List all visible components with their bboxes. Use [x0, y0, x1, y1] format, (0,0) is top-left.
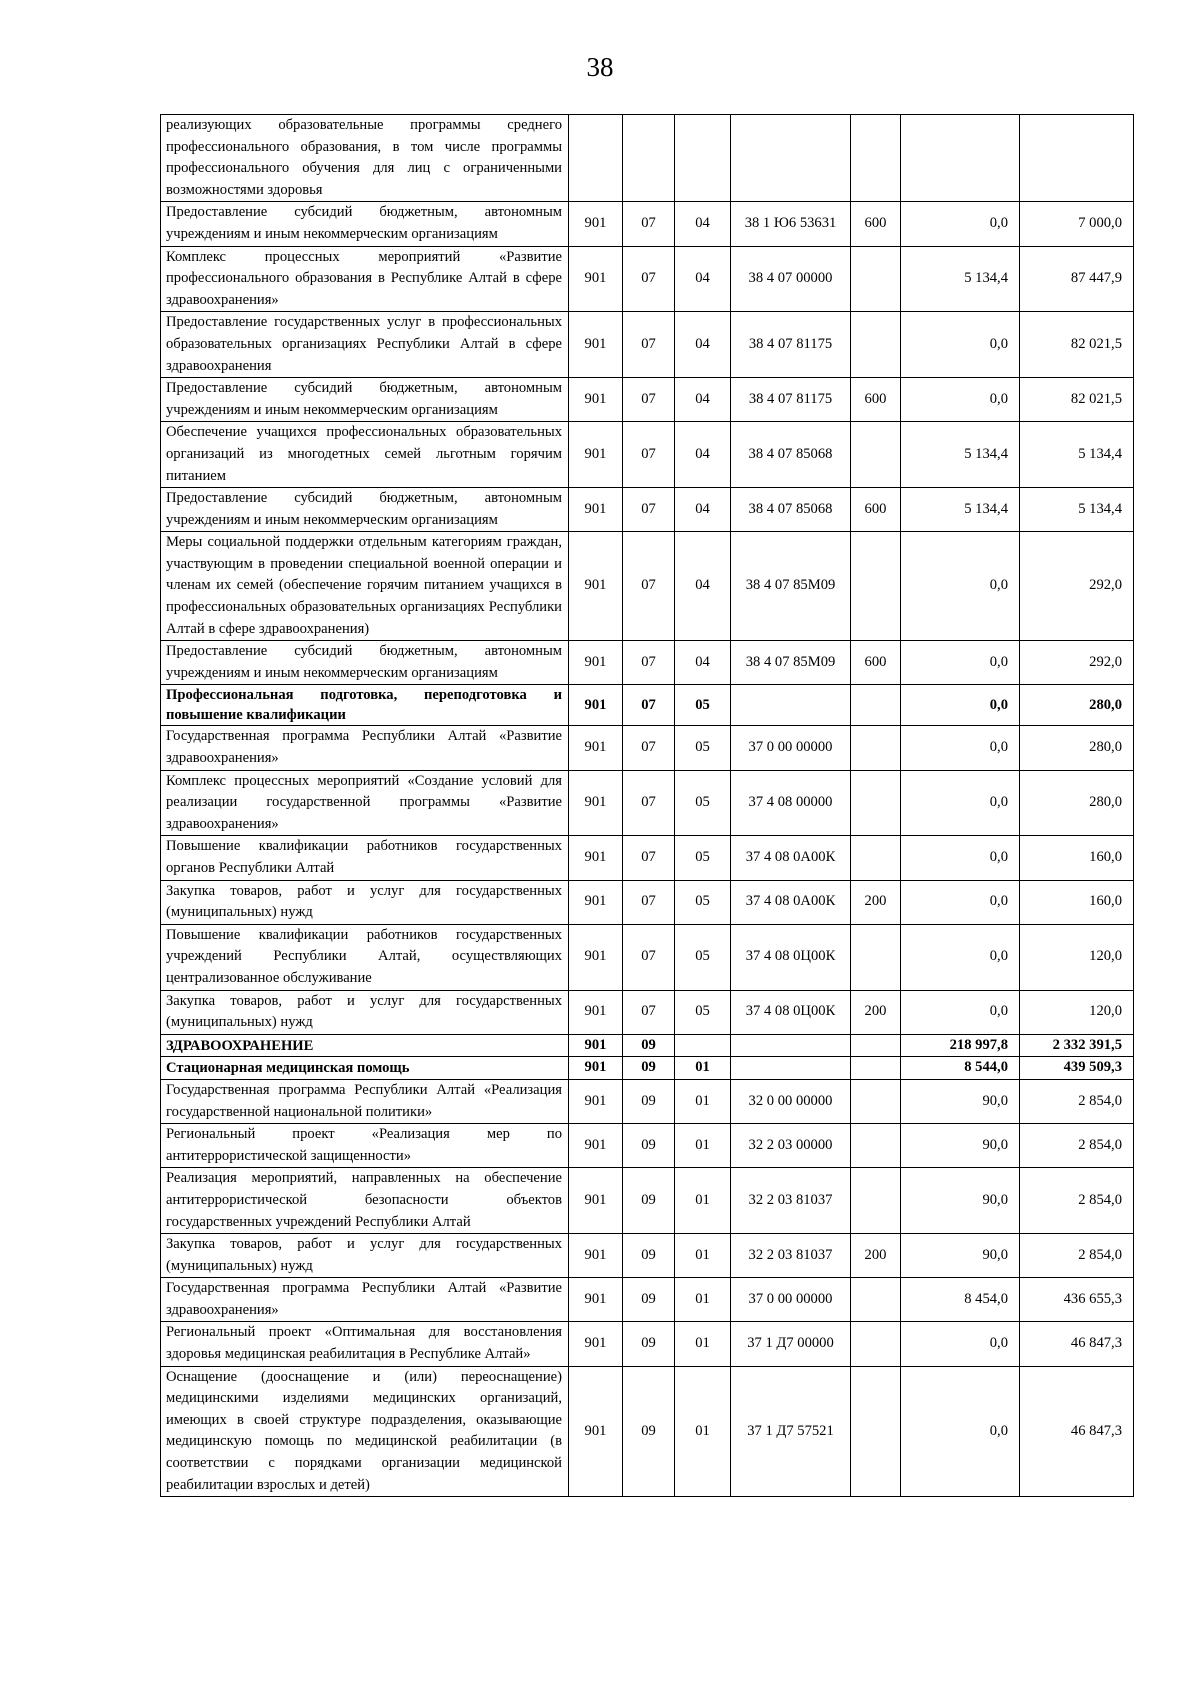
cell-amount-1: 0,0 [901, 641, 1020, 685]
cell-target-article: 32 0 00 00000 [731, 1079, 851, 1123]
cell-amount-1: 0,0 [901, 202, 1020, 246]
cell-section: 07 [623, 726, 675, 770]
cell-admin-code: 901 [569, 202, 623, 246]
cell-amount-2: 120,0 [1020, 924, 1134, 990]
cell-admin-code: 901 [569, 1278, 623, 1322]
cell-amount-1: 90,0 [901, 1079, 1020, 1123]
cell-amount-2: 436 655,3 [1020, 1278, 1134, 1322]
cell-expense-type [851, 532, 901, 641]
cell-name: Предоставление субсидий бюджетным, автономным учреждениям и иным некоммерческим организациям [161, 641, 569, 685]
cell-subsection: 01 [675, 1366, 731, 1497]
cell-amount-2: 160,0 [1020, 836, 1134, 880]
table-row [161, 1057, 1134, 1080]
cell-subsection: 05 [675, 880, 731, 924]
cell-target-article: 37 1 Д7 00000 [731, 1322, 851, 1366]
cell-subsection: 01 [675, 1079, 731, 1123]
table-row [161, 880, 1134, 924]
cell-name: Комплекс процессных мероприятий «Развитие профессионального образования в Республике Алтай в сфере здравоохранения» [161, 246, 569, 312]
cell-admin-code: 901 [569, 422, 623, 488]
table-row [161, 726, 1134, 770]
table-row [161, 770, 1134, 836]
table-row [161, 685, 1134, 726]
cell-target-article: 37 0 00 00000 [731, 1278, 851, 1322]
cell-expense-type: 600 [851, 488, 901, 532]
cell-amount-1: 0,0 [901, 312, 1020, 378]
cell-name: Стационарная медицинская помощь [161, 1057, 569, 1080]
cell-admin-code: 901 [569, 726, 623, 770]
cell-admin-code: 901 [569, 1079, 623, 1123]
cell-amount-1: 8 544,0 [901, 1057, 1020, 1080]
cell-section: 09 [623, 1278, 675, 1322]
cell-target-article: 38 4 07 85068 [731, 422, 851, 488]
cell-target-article: 37 4 08 00000 [731, 770, 851, 836]
cell-amount-2: 82 021,5 [1020, 378, 1134, 422]
cell-name: Обеспечение учащихся профессиональных образовательных организаций из многодетных семей льготным горячим питанием [161, 422, 569, 488]
cell-admin-code: 901 [569, 836, 623, 880]
cell-target-article: 38 4 07 81175 [731, 312, 851, 378]
cell-amount-2: 2 854,0 [1020, 1079, 1134, 1123]
cell-amount-1: 90,0 [901, 1124, 1020, 1168]
cell-amount-1 [901, 115, 1020, 202]
cell-admin-code: 901 [569, 880, 623, 924]
cell-amount-2: 160,0 [1020, 880, 1134, 924]
cell-expense-type [851, 726, 901, 770]
cell-subsection: 04 [675, 488, 731, 532]
cell-amount-1: 218 997,8 [901, 1034, 1020, 1057]
cell-expense-type [851, 685, 901, 726]
table-row [161, 488, 1134, 532]
cell-expense-type [851, 1079, 901, 1123]
cell-admin-code: 901 [569, 1366, 623, 1497]
table-row [161, 1034, 1134, 1057]
cell-name: реализующих образовательные программы среднего профессионального образования, в том числе программы профессионального обучения для лиц с ограниченными возможностями здоровья [161, 115, 569, 202]
cell-section: 09 [623, 1034, 675, 1057]
cell-amount-1: 0,0 [901, 1322, 1020, 1366]
cell-target-article: 37 0 00 00000 [731, 726, 851, 770]
cell-section: 07 [623, 422, 675, 488]
cell-target-article [731, 1057, 851, 1080]
cell-name: Закупка товаров, работ и услуг для государственных (муниципальных) нужд [161, 880, 569, 924]
cell-target-article: 37 4 08 0А00К [731, 880, 851, 924]
cell-target-article: 37 4 08 0А00К [731, 836, 851, 880]
cell-section: 09 [623, 1079, 675, 1123]
cell-amount-2: 7 000,0 [1020, 202, 1134, 246]
cell-subsection: 01 [675, 1234, 731, 1278]
cell-expense-type [851, 115, 901, 202]
cell-amount-2: 46 847,3 [1020, 1322, 1134, 1366]
cell-target-article: 38 4 07 00000 [731, 246, 851, 312]
cell-amount-2: 2 854,0 [1020, 1234, 1134, 1278]
cell-target-article: 37 4 08 0Ц00К [731, 990, 851, 1034]
table-row [161, 246, 1134, 312]
cell-admin-code: 901 [569, 924, 623, 990]
cell-admin-code: 901 [569, 1322, 623, 1366]
budget-table [160, 114, 1134, 1497]
table-row [161, 202, 1134, 246]
cell-section: 07 [623, 532, 675, 641]
table-row [161, 641, 1134, 685]
cell-amount-2: 292,0 [1020, 532, 1134, 641]
cell-subsection: 04 [675, 202, 731, 246]
cell-expense-type [851, 312, 901, 378]
cell-section: 07 [623, 770, 675, 836]
cell-subsection: 04 [675, 378, 731, 422]
cell-expense-type: 200 [851, 1234, 901, 1278]
cell-expense-type: 600 [851, 202, 901, 246]
cell-amount-1: 0,0 [901, 836, 1020, 880]
cell-amount-2: 120,0 [1020, 990, 1134, 1034]
table-row [161, 1079, 1134, 1123]
cell-section: 09 [623, 1057, 675, 1080]
page-number: 38 [586, 52, 614, 82]
cell-amount-2: 2 332 391,5 [1020, 1034, 1134, 1057]
cell-expense-type: 200 [851, 990, 901, 1034]
cell-expense-type: 600 [851, 641, 901, 685]
cell-name: Оснащение (дооснащение и (или) переоснащение) медицинскими изделиями медицинских организаций, имеющих в своей структуре подразделения, оказывающие медицинскую помощь по медицинской реабилитации (в соответствии с порядками организации медицинской реабилитации взрослых и детей) [161, 1366, 569, 1497]
cell-expense-type [851, 924, 901, 990]
table-row [161, 532, 1134, 641]
cell-section: 07 [623, 202, 675, 246]
cell-name: Предоставление субсидий бюджетным, автономным учреждениям и иным некоммерческим организациям [161, 488, 569, 532]
cell-name: Профессиональная подготовка, переподготовка и повышение квалификации [161, 685, 569, 726]
cell-amount-2: 280,0 [1020, 770, 1134, 836]
cell-expense-type [851, 1322, 901, 1366]
cell-section: 07 [623, 312, 675, 378]
cell-name: Закупка товаров, работ и услуг для государственных (муниципальных) нужд [161, 990, 569, 1034]
table-row [161, 1234, 1134, 1278]
cell-name: Предоставление субсидий бюджетным, автономным учреждениям и иным некоммерческим организациям [161, 202, 569, 246]
table-row [161, 924, 1134, 990]
cell-amount-2: 292,0 [1020, 641, 1134, 685]
cell-amount-2: 87 447,9 [1020, 246, 1134, 312]
cell-name: Повышение квалификации работников государственных органов Республики Алтай [161, 836, 569, 880]
cell-section: 09 [623, 1168, 675, 1234]
cell-expense-type [851, 1278, 901, 1322]
cell-target-article [731, 115, 851, 202]
table-row [161, 1366, 1134, 1497]
cell-admin-code: 901 [569, 378, 623, 422]
cell-section [623, 115, 675, 202]
cell-amount-1: 0,0 [901, 880, 1020, 924]
cell-amount-2: 2 854,0 [1020, 1168, 1134, 1234]
cell-amount-2: 5 134,4 [1020, 488, 1134, 532]
cell-target-article: 38 1 Ю6 53631 [731, 202, 851, 246]
cell-admin-code: 901 [569, 1124, 623, 1168]
table-row [161, 990, 1134, 1034]
cell-expense-type: 200 [851, 880, 901, 924]
cell-subsection: 05 [675, 990, 731, 1034]
cell-section: 07 [623, 246, 675, 312]
cell-name: ЗДРАВООХРАНЕНИЕ [161, 1034, 569, 1057]
cell-admin-code: 901 [569, 685, 623, 726]
cell-admin-code: 901 [569, 1168, 623, 1234]
cell-subsection: 05 [675, 770, 731, 836]
table-row [161, 422, 1134, 488]
cell-admin-code: 901 [569, 312, 623, 378]
cell-target-article: 38 4 07 81175 [731, 378, 851, 422]
cell-amount-1: 0,0 [901, 378, 1020, 422]
cell-subsection: 01 [675, 1322, 731, 1366]
cell-name: Государственная программа Республики Алтай «Развитие здравоохранения» [161, 726, 569, 770]
cell-amount-2: 2 854,0 [1020, 1124, 1134, 1168]
cell-admin-code: 901 [569, 246, 623, 312]
cell-amount-2 [1020, 115, 1134, 202]
cell-amount-1: 90,0 [901, 1234, 1020, 1278]
cell-target-article: 38 4 07 85068 [731, 488, 851, 532]
cell-subsection [675, 1034, 731, 1057]
cell-subsection: 01 [675, 1168, 731, 1234]
cell-expense-type: 600 [851, 378, 901, 422]
cell-subsection: 05 [675, 685, 731, 726]
cell-subsection: 04 [675, 422, 731, 488]
cell-name: Региональный проект «Реализация мер по антитеррористической защищенности» [161, 1124, 569, 1168]
cell-name: Государственная программа Республики Алтай «Развитие здравоохранения» [161, 1278, 569, 1322]
cell-section: 07 [623, 488, 675, 532]
cell-subsection: 04 [675, 312, 731, 378]
cell-amount-1: 5 134,4 [901, 488, 1020, 532]
cell-admin-code: 901 [569, 770, 623, 836]
table-row [161, 312, 1134, 378]
cell-section: 09 [623, 1124, 675, 1168]
cell-expense-type [851, 1034, 901, 1057]
cell-section: 07 [623, 378, 675, 422]
cell-section: 09 [623, 1366, 675, 1497]
cell-amount-2: 46 847,3 [1020, 1366, 1134, 1497]
cell-name: Закупка товаров, работ и услуг для государственных (муниципальных) нужд [161, 1234, 569, 1278]
cell-name: Предоставление субсидий бюджетным, автономным учреждениям и иным некоммерческим организациям [161, 378, 569, 422]
cell-target-article: 32 2 03 81037 [731, 1234, 851, 1278]
cell-name: Государственная программа Республики Алтай «Реализация государственной национальной политики» [161, 1079, 569, 1123]
cell-subsection: 01 [675, 1124, 731, 1168]
cell-section: 09 [623, 1322, 675, 1366]
cell-target-article: 37 1 Д7 57521 [731, 1366, 851, 1497]
cell-section: 07 [623, 836, 675, 880]
cell-name: Повышение квалификации работников государственных учреждений Республики Алтай, осуществляющих централизованное обслуживание [161, 924, 569, 990]
cell-expense-type [851, 1057, 901, 1080]
cell-name: Реализация мероприятий, направленных на обеспечение антитеррористической безопасности объектов государственных учреждений Республики Алтай [161, 1168, 569, 1234]
cell-expense-type [851, 770, 901, 836]
cell-admin-code: 901 [569, 1057, 623, 1080]
cell-expense-type [851, 246, 901, 312]
cell-target-article: 38 4 07 85М09 [731, 532, 851, 641]
cell-amount-2: 5 134,4 [1020, 422, 1134, 488]
cell-amount-2: 439 509,3 [1020, 1057, 1134, 1080]
table-row [161, 115, 1134, 202]
cell-subsection: 04 [675, 641, 731, 685]
table-row [161, 378, 1134, 422]
cell-amount-1: 8 454,0 [901, 1278, 1020, 1322]
cell-section: 07 [623, 685, 675, 726]
cell-name: Региональный проект «Оптимальная для восстановления здоровья медицинская реабилитация в Республике Алтай» [161, 1322, 569, 1366]
cell-target-article: 32 2 03 81037 [731, 1168, 851, 1234]
cell-expense-type [851, 422, 901, 488]
table-row [161, 1278, 1134, 1322]
cell-section: 07 [623, 641, 675, 685]
cell-section: 07 [623, 924, 675, 990]
cell-subsection: 04 [675, 532, 731, 641]
cell-amount-1: 0,0 [901, 1366, 1020, 1497]
cell-subsection: 01 [675, 1057, 731, 1080]
cell-subsection: 05 [675, 924, 731, 990]
cell-admin-code: 901 [569, 1034, 623, 1057]
cell-admin-code [569, 115, 623, 202]
cell-expense-type [851, 1168, 901, 1234]
cell-admin-code: 901 [569, 641, 623, 685]
cell-amount-2: 280,0 [1020, 685, 1134, 726]
cell-subsection: 01 [675, 1278, 731, 1322]
cell-expense-type [851, 1366, 901, 1497]
cell-amount-1: 0,0 [901, 990, 1020, 1034]
cell-amount-1: 0,0 [901, 924, 1020, 990]
cell-amount-1: 0,0 [901, 685, 1020, 726]
cell-amount-1: 90,0 [901, 1168, 1020, 1234]
cell-amount-1: 0,0 [901, 726, 1020, 770]
cell-admin-code: 901 [569, 488, 623, 532]
cell-amount-1: 5 134,4 [901, 246, 1020, 312]
table-row [161, 1168, 1134, 1234]
cell-section: 07 [623, 990, 675, 1034]
cell-target-article: 37 4 08 0Ц00К [731, 924, 851, 990]
cell-amount-2: 280,0 [1020, 726, 1134, 770]
table-row [161, 1322, 1134, 1366]
cell-amount-1: 5 134,4 [901, 422, 1020, 488]
cell-section: 07 [623, 880, 675, 924]
table-row [161, 836, 1134, 880]
cell-target-article [731, 685, 851, 726]
cell-target-article [731, 1034, 851, 1057]
cell-subsection: 04 [675, 246, 731, 312]
cell-name: Предоставление государственных услуг в профессиональных образовательных организациях Республики Алтай в сфере здравоохранения [161, 312, 569, 378]
cell-target-article: 38 4 07 85М09 [731, 641, 851, 685]
cell-name: Меры социальной поддержки отдельным категориям граждан, участвующим в проведении специальной военной операции и членам их семей (обеспечение горячим питанием учащихся в профессиональных образовательных организациях Республики Алтай в сфере здравоохранения) [161, 532, 569, 641]
cell-subsection: 05 [675, 726, 731, 770]
cell-subsection: 05 [675, 836, 731, 880]
cell-target-article: 32 2 03 00000 [731, 1124, 851, 1168]
cell-admin-code: 901 [569, 532, 623, 641]
cell-section: 09 [623, 1234, 675, 1278]
budget-table-body [161, 115, 1134, 1497]
cell-expense-type [851, 836, 901, 880]
table-row [161, 1124, 1134, 1168]
cell-admin-code: 901 [569, 990, 623, 1034]
cell-amount-2: 82 021,5 [1020, 312, 1134, 378]
cell-amount-1: 0,0 [901, 770, 1020, 836]
cell-admin-code: 901 [569, 1234, 623, 1278]
cell-subsection [675, 115, 731, 202]
cell-name: Комплекс процессных мероприятий «Создание условий для реализации государственной программы «Развитие здравоохранения» [161, 770, 569, 836]
cell-amount-1: 0,0 [901, 532, 1020, 641]
cell-expense-type [851, 1124, 901, 1168]
